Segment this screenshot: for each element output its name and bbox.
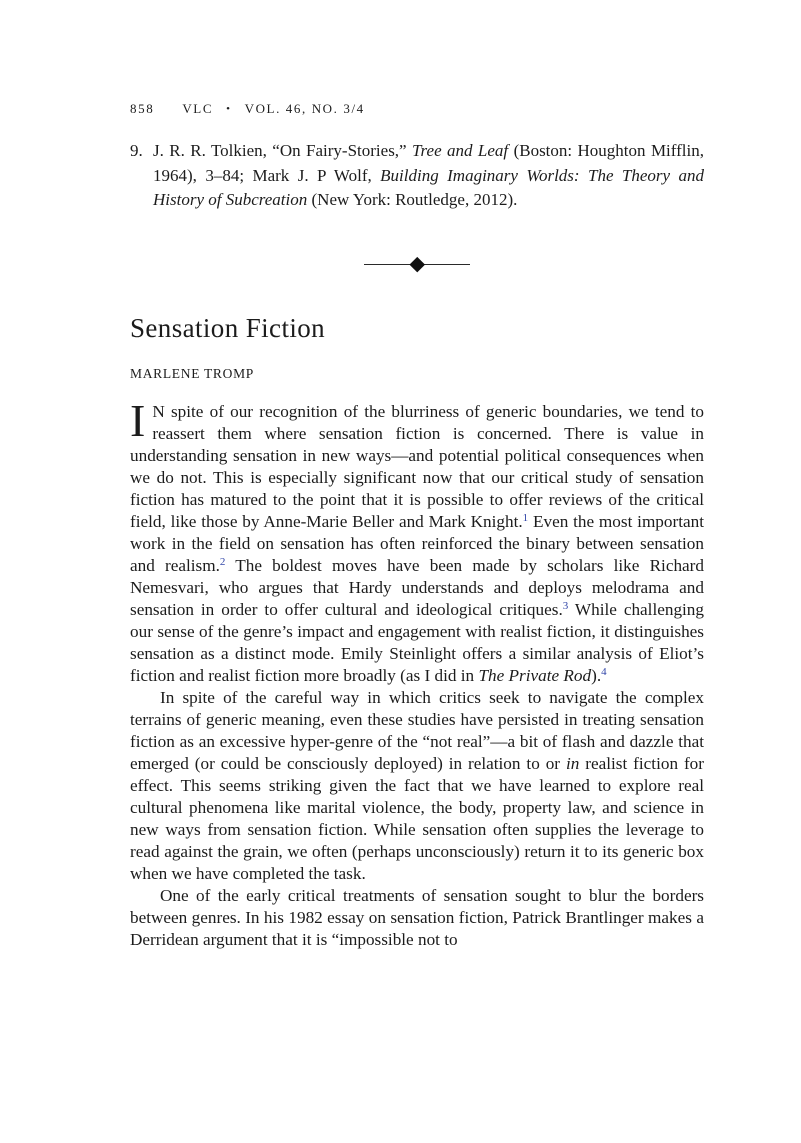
text-run: N spite of our recognition of the blurriness of generic boundaries, we tend to reassert them where sensation fiction is concerned. There is value in understanding sensation in new ways—and potential political consequences when we do not. This is especially significant now that our critical study of sensation fiction has matured to the point that it is possible to offer reviews of the critical field, like those by Anne-Marie Beller and Mark Knight. [130, 402, 704, 531]
body-paragraph [130, 687, 704, 885]
diamond-ornament-icon [410, 257, 425, 272]
drop-cap: I [130, 395, 146, 446]
article-author: MARLENE TROMP [130, 366, 254, 381]
footnote-ref[interactable]: 2 [219, 556, 226, 568]
running-head [130, 101, 365, 117]
italic-text: Tree and Leaf [412, 141, 509, 160]
footnote-ref[interactable]: 4 [601, 666, 607, 678]
body-paragraph [130, 885, 704, 951]
bullet-separator-icon: • [226, 103, 232, 115]
italic-text: The Private Rod [478, 666, 592, 685]
italic-text: Building Imaginary Worlds: The Theory and History of Subcreation [153, 165, 704, 209]
footnote-ref[interactable]: 3 [562, 600, 569, 612]
text-run: (New York: Routledge, 2012). [307, 190, 518, 209]
footnote-ref[interactable]: 1 [522, 512, 529, 524]
text-run: (Boston: Houghton Mifflin, 1964), 3–84; Mark J. P Wolf, [153, 141, 704, 185]
divider-line-left [364, 264, 411, 266]
endnote-number: 9. [130, 141, 143, 160]
text-run: While challenging our sense of the genre’s impact and engagement with realist fiction, it distinguishes sensation as a distinct mode. Emily Steinlight offers a similar analysis of Eliot’s fiction and realist fiction more broadly (as I did in [130, 600, 704, 685]
text-run: J. R. R. Tolkien, “On Fairy-Stories,” [153, 141, 413, 160]
article-title: Sensation Fiction [130, 313, 326, 343]
text-run: One of the early critical treatments of sensation sought to blur the borders between genres. In his 1982 essay on sensation fiction, Patrick Brantlinger makes a Derridean argument that it is “impossible not to [130, 886, 704, 949]
italic-text: in [565, 754, 580, 773]
divider-line-right [423, 264, 470, 266]
body-paragraph [130, 395, 704, 687]
text-run: realist fiction for effect. This seems striking given the fact that we have learned to explore real cultural phenomena like marital violence, the body, property law, and science in new ways from sensation fiction. While sensation often supplies the leverage to read against the grain, we often (perhaps unconsciously) return it to its generic box when we have completed the task. [130, 754, 704, 883]
endnote-block [130, 139, 704, 213]
text-run: Even the most important work in the field on sensation has often reinforced the binary between sensation and realism. [130, 512, 704, 575]
endnote-item [130, 139, 704, 213]
text-run: The boldest moves have been made by scholars like Richard Nemesvari, who argues that Hardy understands and deploys melodrama and sensation in order to offer cultural and ideological critiques. [130, 556, 704, 619]
journal-abbrev: VLC [182, 101, 214, 116]
article-body [130, 395, 704, 951]
page-number: 858 [130, 101, 155, 116]
volume-issue: VOL. 46, NO. 3/4 [244, 101, 365, 116]
endnote-text [153, 141, 704, 209]
section-divider [130, 257, 704, 272]
text-run: ). [591, 666, 602, 685]
text-run: In spite of the careful way in which critics seek to navigate the complex terrains of generic meaning, even these studies have persisted in treating sensation fiction as an excessive hyper-genre of the “not real”—a bit of flash and dazzle that emerged (or could be consciously deployed) in relation to or [130, 688, 704, 773]
